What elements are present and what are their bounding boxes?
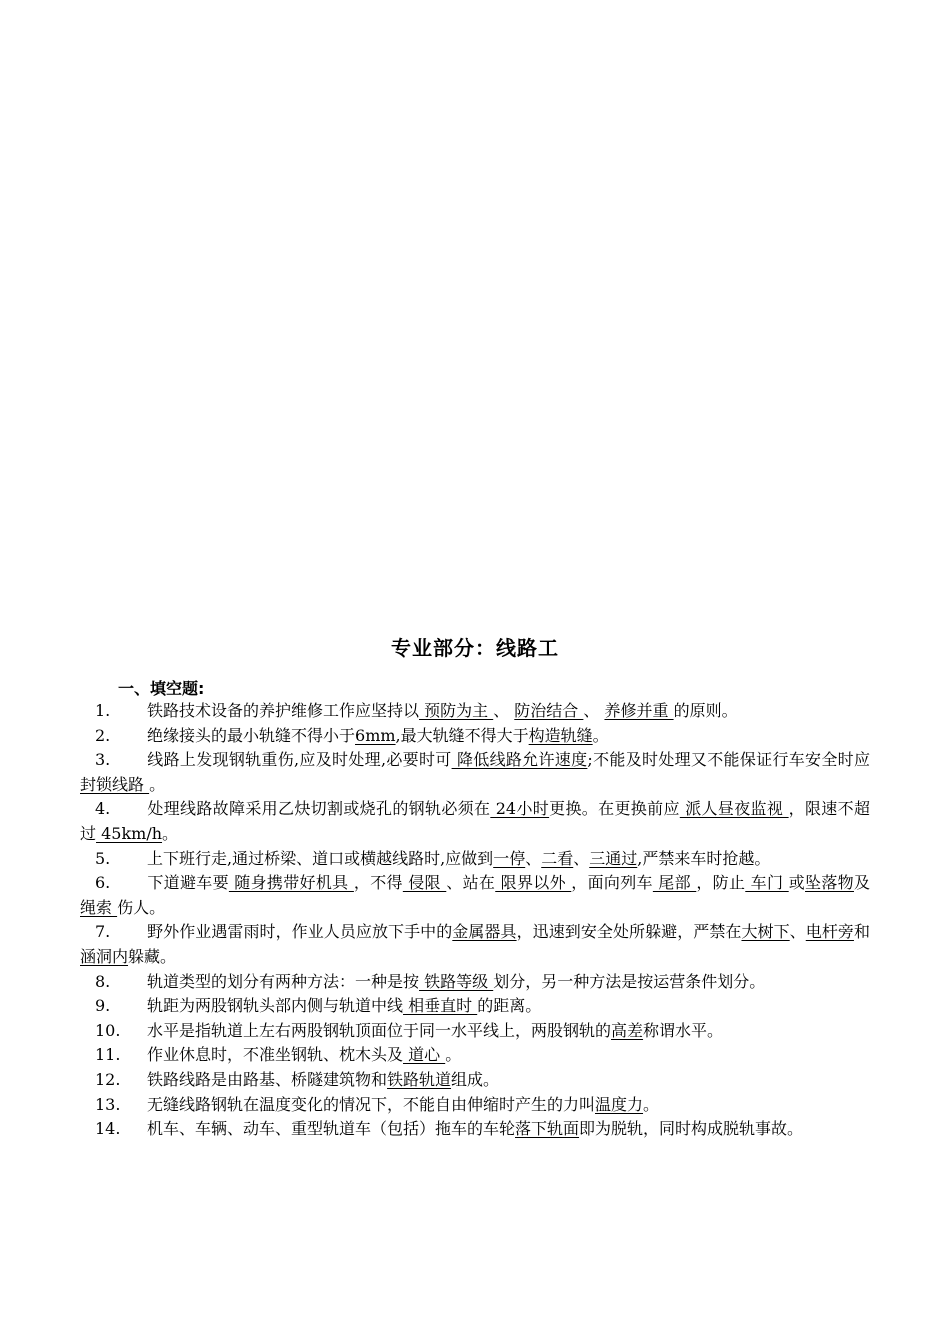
answer-blank: 45km/h [96, 823, 163, 843]
question-item [80, 920, 870, 969]
question-text: 无缝线路钢轨在温度变化的情况下，不能自由伸缩时产生的力叫 [147, 1094, 596, 1114]
question-item [80, 970, 870, 995]
question-number: 8. [95, 971, 111, 991]
question-number: 5. [95, 848, 111, 868]
question-text: 下道避车要 [147, 873, 229, 893]
question-text: 。 [592, 725, 609, 745]
answer-blank: 电杆旁 [805, 922, 854, 942]
question-text: 处理线路故障采用乙炔切割或烧孔的钢轨必须在 [147, 799, 491, 819]
answer-blank: 车门 [745, 873, 789, 893]
question-text: 轨距为两股钢轨头部内侧与轨道中线 [147, 996, 404, 1016]
question-text: 野外作业遇雷雨时，作业人员应放下手中的 [147, 922, 453, 942]
question-number: 2. [95, 725, 111, 745]
question-text: 的原则。 [673, 701, 738, 720]
question-item [80, 1043, 870, 1068]
answer-blank: 落下轨面 [515, 1119, 580, 1139]
answer-blank: 尾部 [652, 873, 697, 893]
question-item [80, 994, 870, 1019]
question-text: 称谓水平。 [643, 1020, 724, 1040]
answer-blank: 构造轨缝 [528, 725, 593, 745]
question-text: 划分，另一种方法是按运营条件划分。 [493, 971, 766, 991]
question-item [80, 699, 870, 724]
question-text: 或 [788, 873, 806, 893]
answer-blank: 封锁线路 [80, 774, 150, 794]
question-text: 绝缘接头的最小轨缝不得小于 [147, 725, 356, 745]
question-text: ，防止 [696, 873, 746, 893]
answer-blank: 养修并重 [604, 701, 674, 720]
answer-blank: 铁路轨道 [387, 1069, 452, 1089]
question-list [80, 699, 870, 1142]
answer-blank: 二看 [541, 848, 574, 868]
question-text: 作业休息时，不准坐钢轨、枕木头及 [147, 1045, 404, 1065]
question-text: 及 [853, 873, 870, 893]
question-text: 水平是指轨道上左右两股钢轨顶面位于同一水平线上，两股钢轨的 [147, 1020, 612, 1040]
question-item [80, 748, 870, 797]
question-item [80, 1093, 870, 1118]
answer-blank: 一停 [493, 848, 526, 868]
question-item [80, 1068, 870, 1093]
answer-blank: 6mm [355, 725, 396, 745]
question-item [80, 1019, 870, 1044]
answer-blank: 道心 [403, 1045, 446, 1065]
question-text: 。 [162, 823, 179, 843]
question-text: 的距离。 [477, 996, 542, 1016]
answer-blank: 随身携带好机具 [228, 873, 354, 893]
answer-blank: 三通过 [589, 848, 638, 868]
question-text: 轨道类型的划分有两种方法：一种是按 [147, 971, 420, 991]
question-item [80, 847, 870, 872]
question-text: 。 [445, 1045, 462, 1065]
question-text: 、 [583, 701, 605, 720]
question-text: 、 [493, 701, 515, 720]
question-text: 、 [525, 848, 542, 868]
question-text: 线路上发现钢轨重伤,应及时处理,必要时可 [147, 750, 452, 770]
page-title: 专业部分：线路工 [391, 636, 559, 660]
question-number: 14. [95, 1119, 121, 1139]
question-text: 和 [853, 922, 870, 942]
question-text: 组成。 [451, 1069, 500, 1089]
answer-blank: 24小时 [490, 799, 550, 819]
answer-blank: 大树下 [741, 922, 790, 942]
question-text: 更换。在更换前应 [549, 799, 680, 819]
question-text: ，迅速到安全处所躲避，严禁在 [516, 922, 742, 942]
question-number: 7. [95, 922, 111, 942]
answer-blank: 金属器具 [452, 922, 517, 942]
question-text: 、 [789, 922, 806, 942]
answer-blank: 降低线路允许速度 [451, 750, 588, 770]
question-text: 躲藏。 [128, 946, 177, 966]
answer-blank: 高差 [611, 1020, 644, 1040]
section-heading: 一、填空题: [118, 679, 205, 698]
question-text: ,最大轨缝不得大于 [395, 725, 529, 745]
question-text: ，限速不超过 [80, 799, 870, 843]
question-item [80, 724, 870, 749]
question-text: ,严禁来车时抢越。 [637, 848, 771, 868]
answer-blank: 坠落物 [805, 873, 854, 893]
question-number: 4. [95, 799, 111, 819]
answer-blank: 侵限 [402, 873, 447, 893]
answer-blank: 预防为主 [419, 701, 494, 720]
question-text: 、站在 [446, 873, 496, 893]
question-text: ;不能及时处理又不能保证行车安全时应 [587, 750, 870, 770]
answer-blank: 温度力 [595, 1094, 644, 1114]
question-number: 12. [95, 1069, 121, 1089]
answer-blank: 防治结合 [514, 701, 584, 720]
question-text: 、 [573, 848, 590, 868]
question-number: 10. [95, 1020, 121, 1040]
answer-blank: 涵洞内 [80, 946, 129, 966]
question-item [80, 1117, 870, 1142]
question-number: 9. [95, 996, 111, 1016]
question-text: 。 [643, 1094, 660, 1114]
answer-blank: 限界以外 [495, 873, 572, 893]
question-text: 伤人。 [117, 897, 166, 917]
question-text: 铁路线路是由路基、桥隧建筑物和 [147, 1069, 388, 1089]
question-text: 。 [149, 774, 166, 794]
answer-blank: 绳索 [80, 897, 118, 917]
answer-blank: 相垂直时 [403, 996, 478, 1016]
question-item [80, 797, 870, 846]
question-number: 3. [95, 750, 111, 770]
answer-blank: 派人昼夜监视 [679, 799, 789, 819]
question-text: 机车、车辆、动车、重型轨道车（包括）拖车的车轮 [147, 1119, 516, 1139]
question-text: ，面向列车 [571, 873, 653, 893]
question-text: ，不得 [353, 873, 403, 893]
question-text: 铁路技术设备的养护维修工作应坚持以 [147, 701, 420, 720]
question-item [80, 871, 870, 920]
question-number: 1. [95, 701, 111, 720]
question-text: 上下班行走,通过桥梁、道口或横越线路时,应做到 [147, 848, 494, 868]
question-number: 6. [95, 873, 111, 893]
question-number: 13. [95, 1094, 121, 1114]
question-text: 即为脱轨，同时构成脱轨事故。 [579, 1119, 804, 1139]
answer-blank: 铁路等级 [419, 971, 494, 991]
question-number: 11. [95, 1045, 121, 1065]
